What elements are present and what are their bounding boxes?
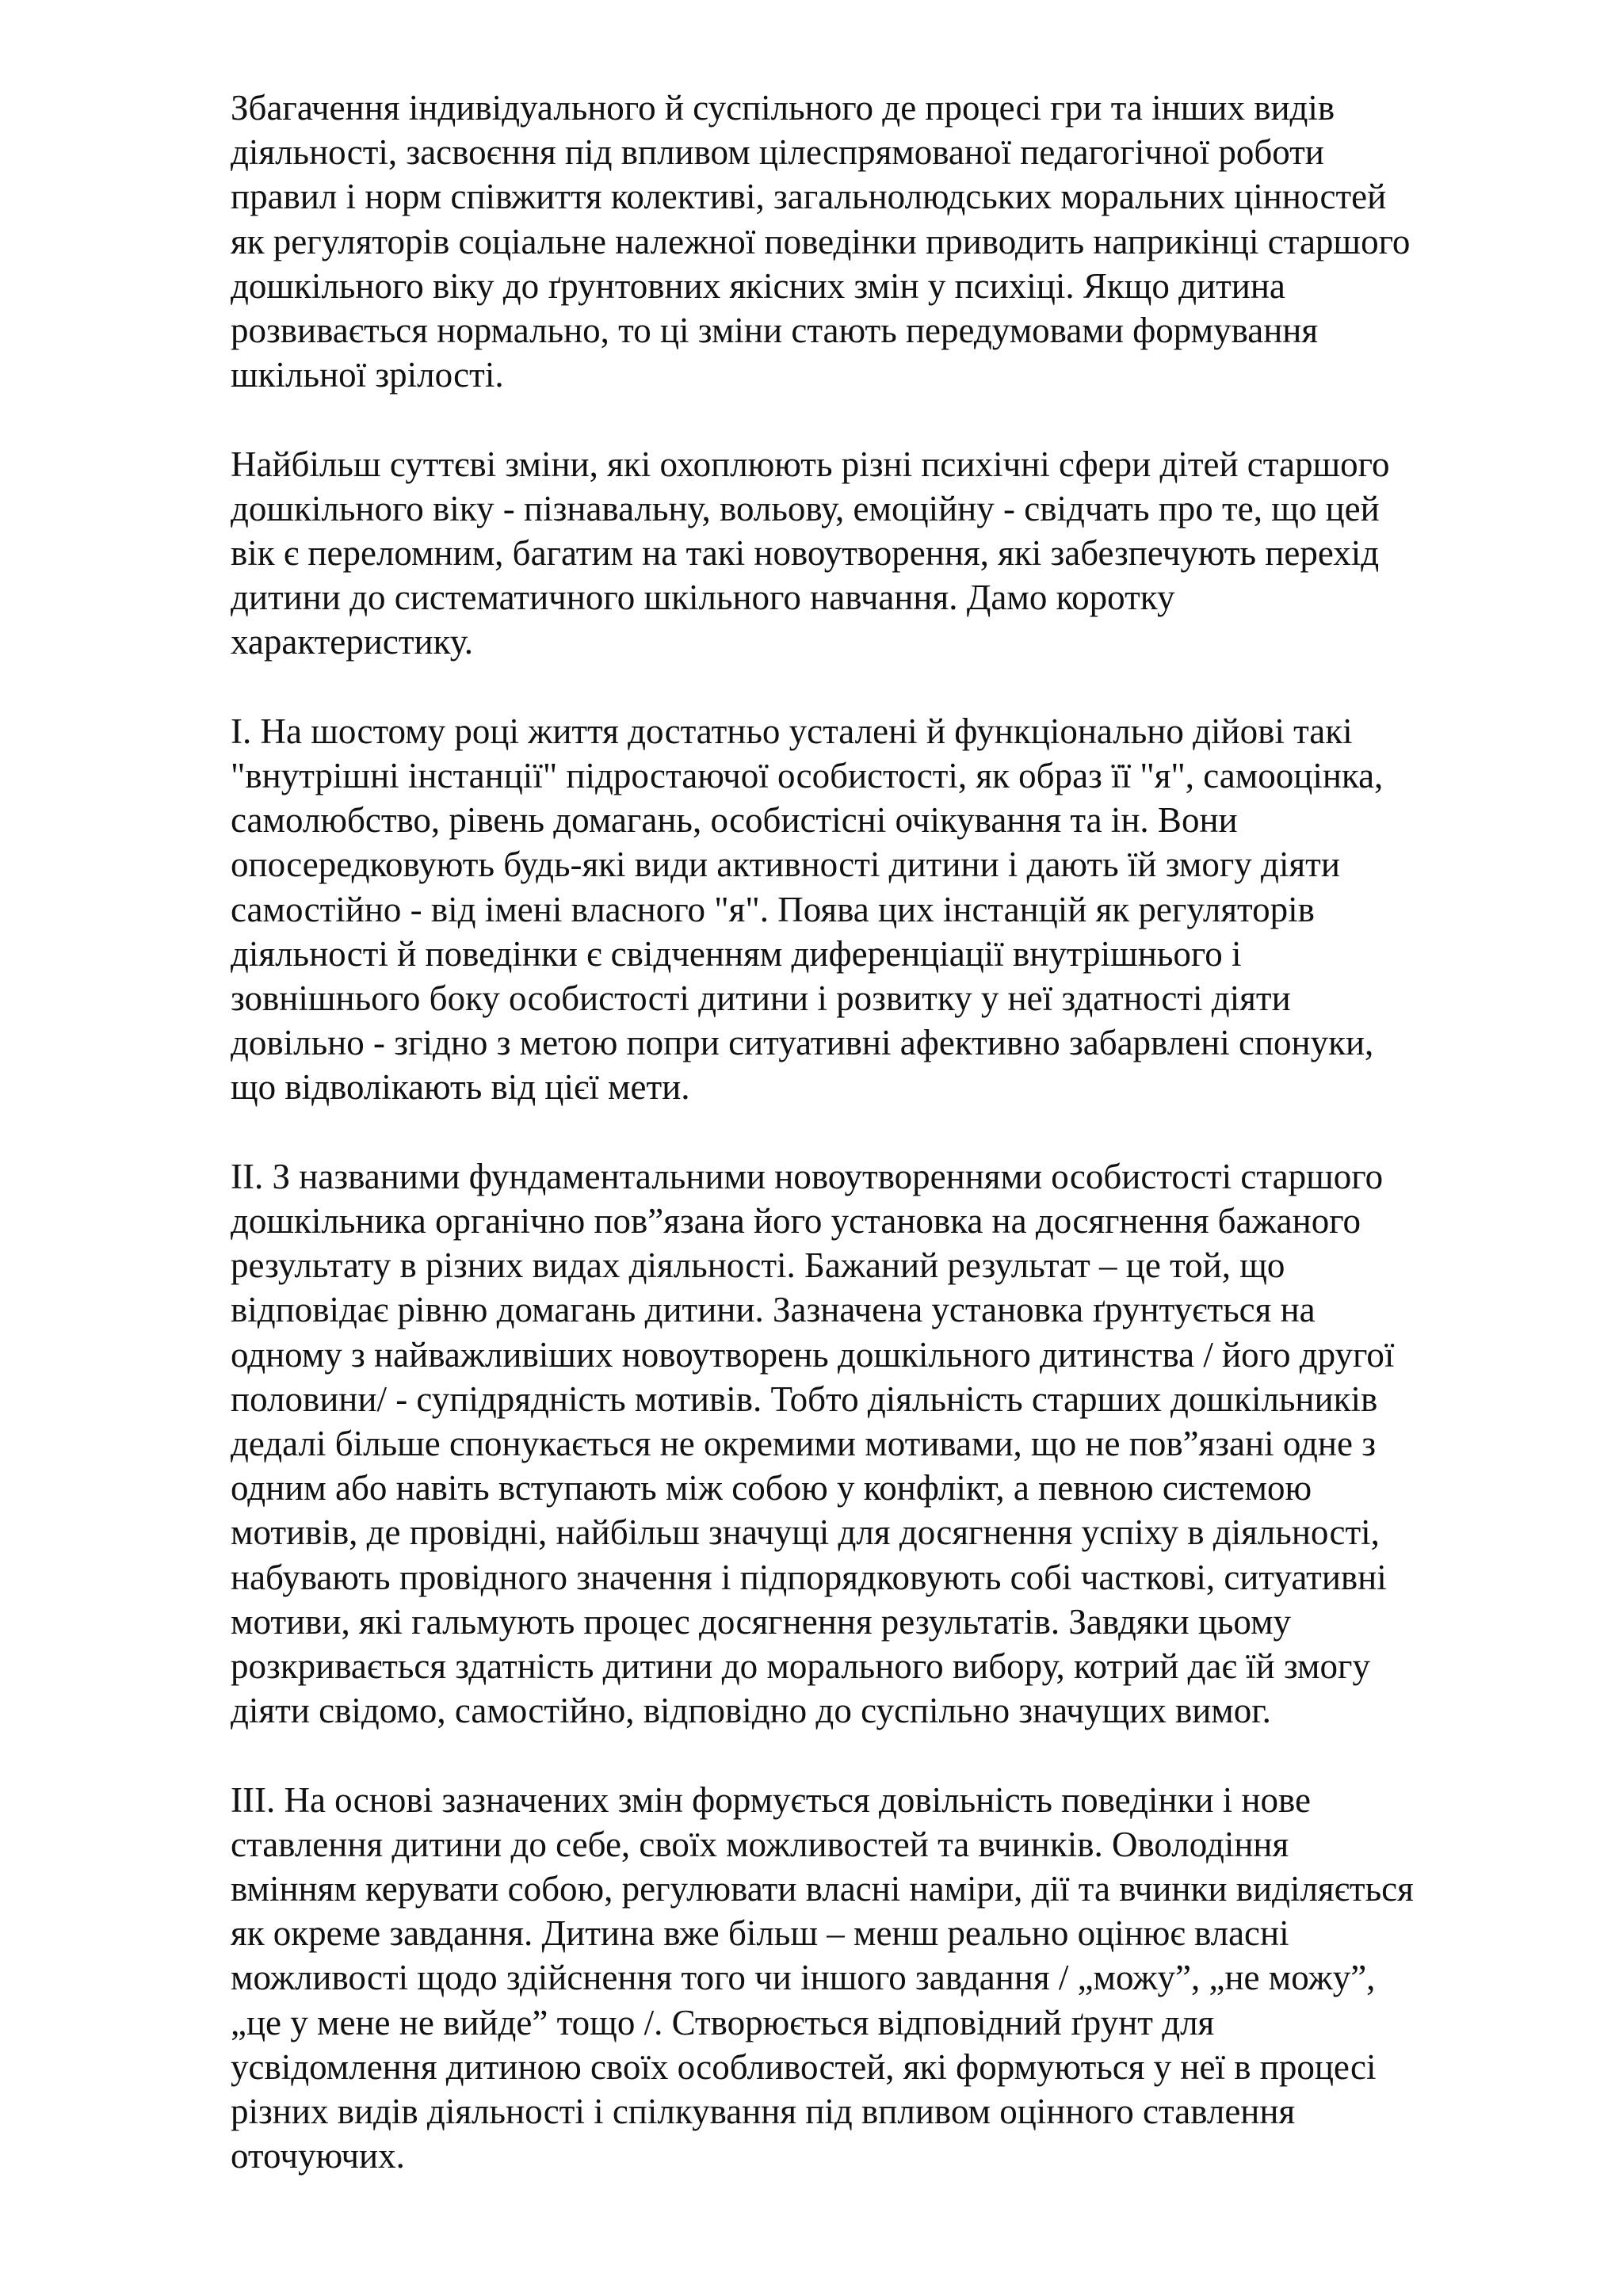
text-line: як окреме завдання. Дитина вже більш – менш реально оцінює власні [231,1913,1289,1954]
text-line: „це у мене не вийде” тощо /. Створюється відповідний ґрунт для [231,2002,1215,2042]
text-line: дедалі більше спонукається не окремими мотивами, що не пов”язані одне з [231,1424,1377,1464]
text-line: набувають провідного значення і підпорядковують собі часткові, ситуативні [231,1557,1387,1597]
text-line: половини/ - супідрядність мотивів. Тобто діяльність старших дошкільників [231,1379,1378,1419]
text-line: діяльності й поведінки є свідченням диференціації внутрішнього і [231,933,1242,974]
text-line: вік є переломним, багатим на такі новоутворення, які забезпечують перехід [231,533,1380,574]
text-line: одним або навіть вступають між собою у конфлікт, а певною системою [231,1468,1312,1508]
text-line: відповідає рівню домагань дитини. Зазначена установка ґрунтується на [231,1290,1316,1330]
text-line: опосередковують будь-які види активності дитини і дають їй змогу діяти [231,845,1340,885]
text-line: ІІІ. На основі зазначених змін формується довільність поведінки і нове [231,1779,1312,1820]
text-line: І. На шостому році життя достатньо усталені й функціонально дійові такі [231,711,1353,751]
text-line: правил і норм співжиття колективі, загальнолюдських моральних цінностей [231,177,1387,217]
text-line: дошкільника органічно пов”язана його установка на досягнення бажаного [231,1201,1361,1241]
text-line: мотивів, де провідні, найбільш значущі для досягнення успіху в діяльності, [231,1512,1380,1553]
text-line: розвивається нормально, то ці зміни стають передумовами формування [231,311,1319,351]
text-line: як регуляторів соціальне належної поведінки приводить наприкінці старшого [231,221,1411,261]
paragraph-3 [231,709,1562,1110]
text-line: вмінням керувати собою, регулювати власні наміри, дії та вчинки виділяється [231,1869,1414,1909]
text-line: результату в різних видах діяльності. Бажаний результат – це той, що [231,1245,1285,1286]
text-line: шкільної зрілості. [231,355,504,395]
text-line: діяти свідомо, самостійно, відповідно до суспільно значущих вимог. [231,1691,1271,1731]
text-line: "внутрішні інстанції" підростаючої особистості, як образ її "я", самооцінка, [231,756,1384,796]
text-line: розкривається здатність дитини до морального вибору, котрий дає їй змогу [231,1646,1370,1687]
text-line: Найбільш суттєві зміни, які охоплюють різні психічні сфери дітей старшого [231,444,1390,484]
text-line: дитини до систематичного шкільного навчання. Дамо коротку [231,578,1175,618]
text-line: самостійно - від імені власного "я". Поява цих інстанцій як регуляторів [231,889,1315,929]
text-line: ставлення дитини до себе, своїх можливостей та вчинків. Оволодіння [231,1824,1289,1864]
paragraph-5 [231,1778,1562,2179]
text-line: ІІ. З названими фундаментальними новоутвореннями особистості старшого [231,1156,1384,1196]
text-line: можливості щодо здійснення того чи іншого завдання / „можу”, „не можу”, [231,1958,1376,1998]
text-line: усвідомлення дитиною своїх особливостей, які формуються у неї в процесі [231,2046,1377,2087]
text-line: зовнішнього боку особистості дитини і розвитку у неї здатності діяти [231,978,1291,1019]
paragraph-1 [231,86,1562,397]
text-line: одному з найважливіших новоутворень дошкільного дитинства / його другої [231,1334,1395,1375]
text-line: самолюбство, рівень домагань, особистісні очікування та ін. Вони [231,800,1238,841]
text-line: довільно - згідно з метою попри ситуативні афективно забарвлені спонуки, [231,1023,1374,1063]
text-line: дошкільного віку до ґрунтовних якісних змін у психіці. Якщо дитина [231,265,1285,306]
text-line: дошкільного віку - пізнавальну, вольову, емоційну - свідчать про те, що цей [231,488,1380,528]
paragraph-4 [231,1154,1562,1733]
text-line: оточуючих. [231,2136,405,2176]
text-line: характеристику. [231,622,474,662]
text-line: що відволікають від цієї мети. [231,1067,690,1108]
text-line: діяльності, засвоєння під впливом цілеспрямованої педагогічної роботи [231,132,1324,173]
text-line: мотиви, які гальмують процес досягнення результатів. Завдяки цьому [231,1601,1292,1642]
paragraph-2 [231,442,1562,665]
document-body [231,86,1562,2178]
text-line: різних видів діяльності і спілкування під впливом оцінного ставлення [231,2092,1296,2132]
text-line: Збагачення індивідуального й суспільного де процесі гри та інших видів [231,88,1335,128]
